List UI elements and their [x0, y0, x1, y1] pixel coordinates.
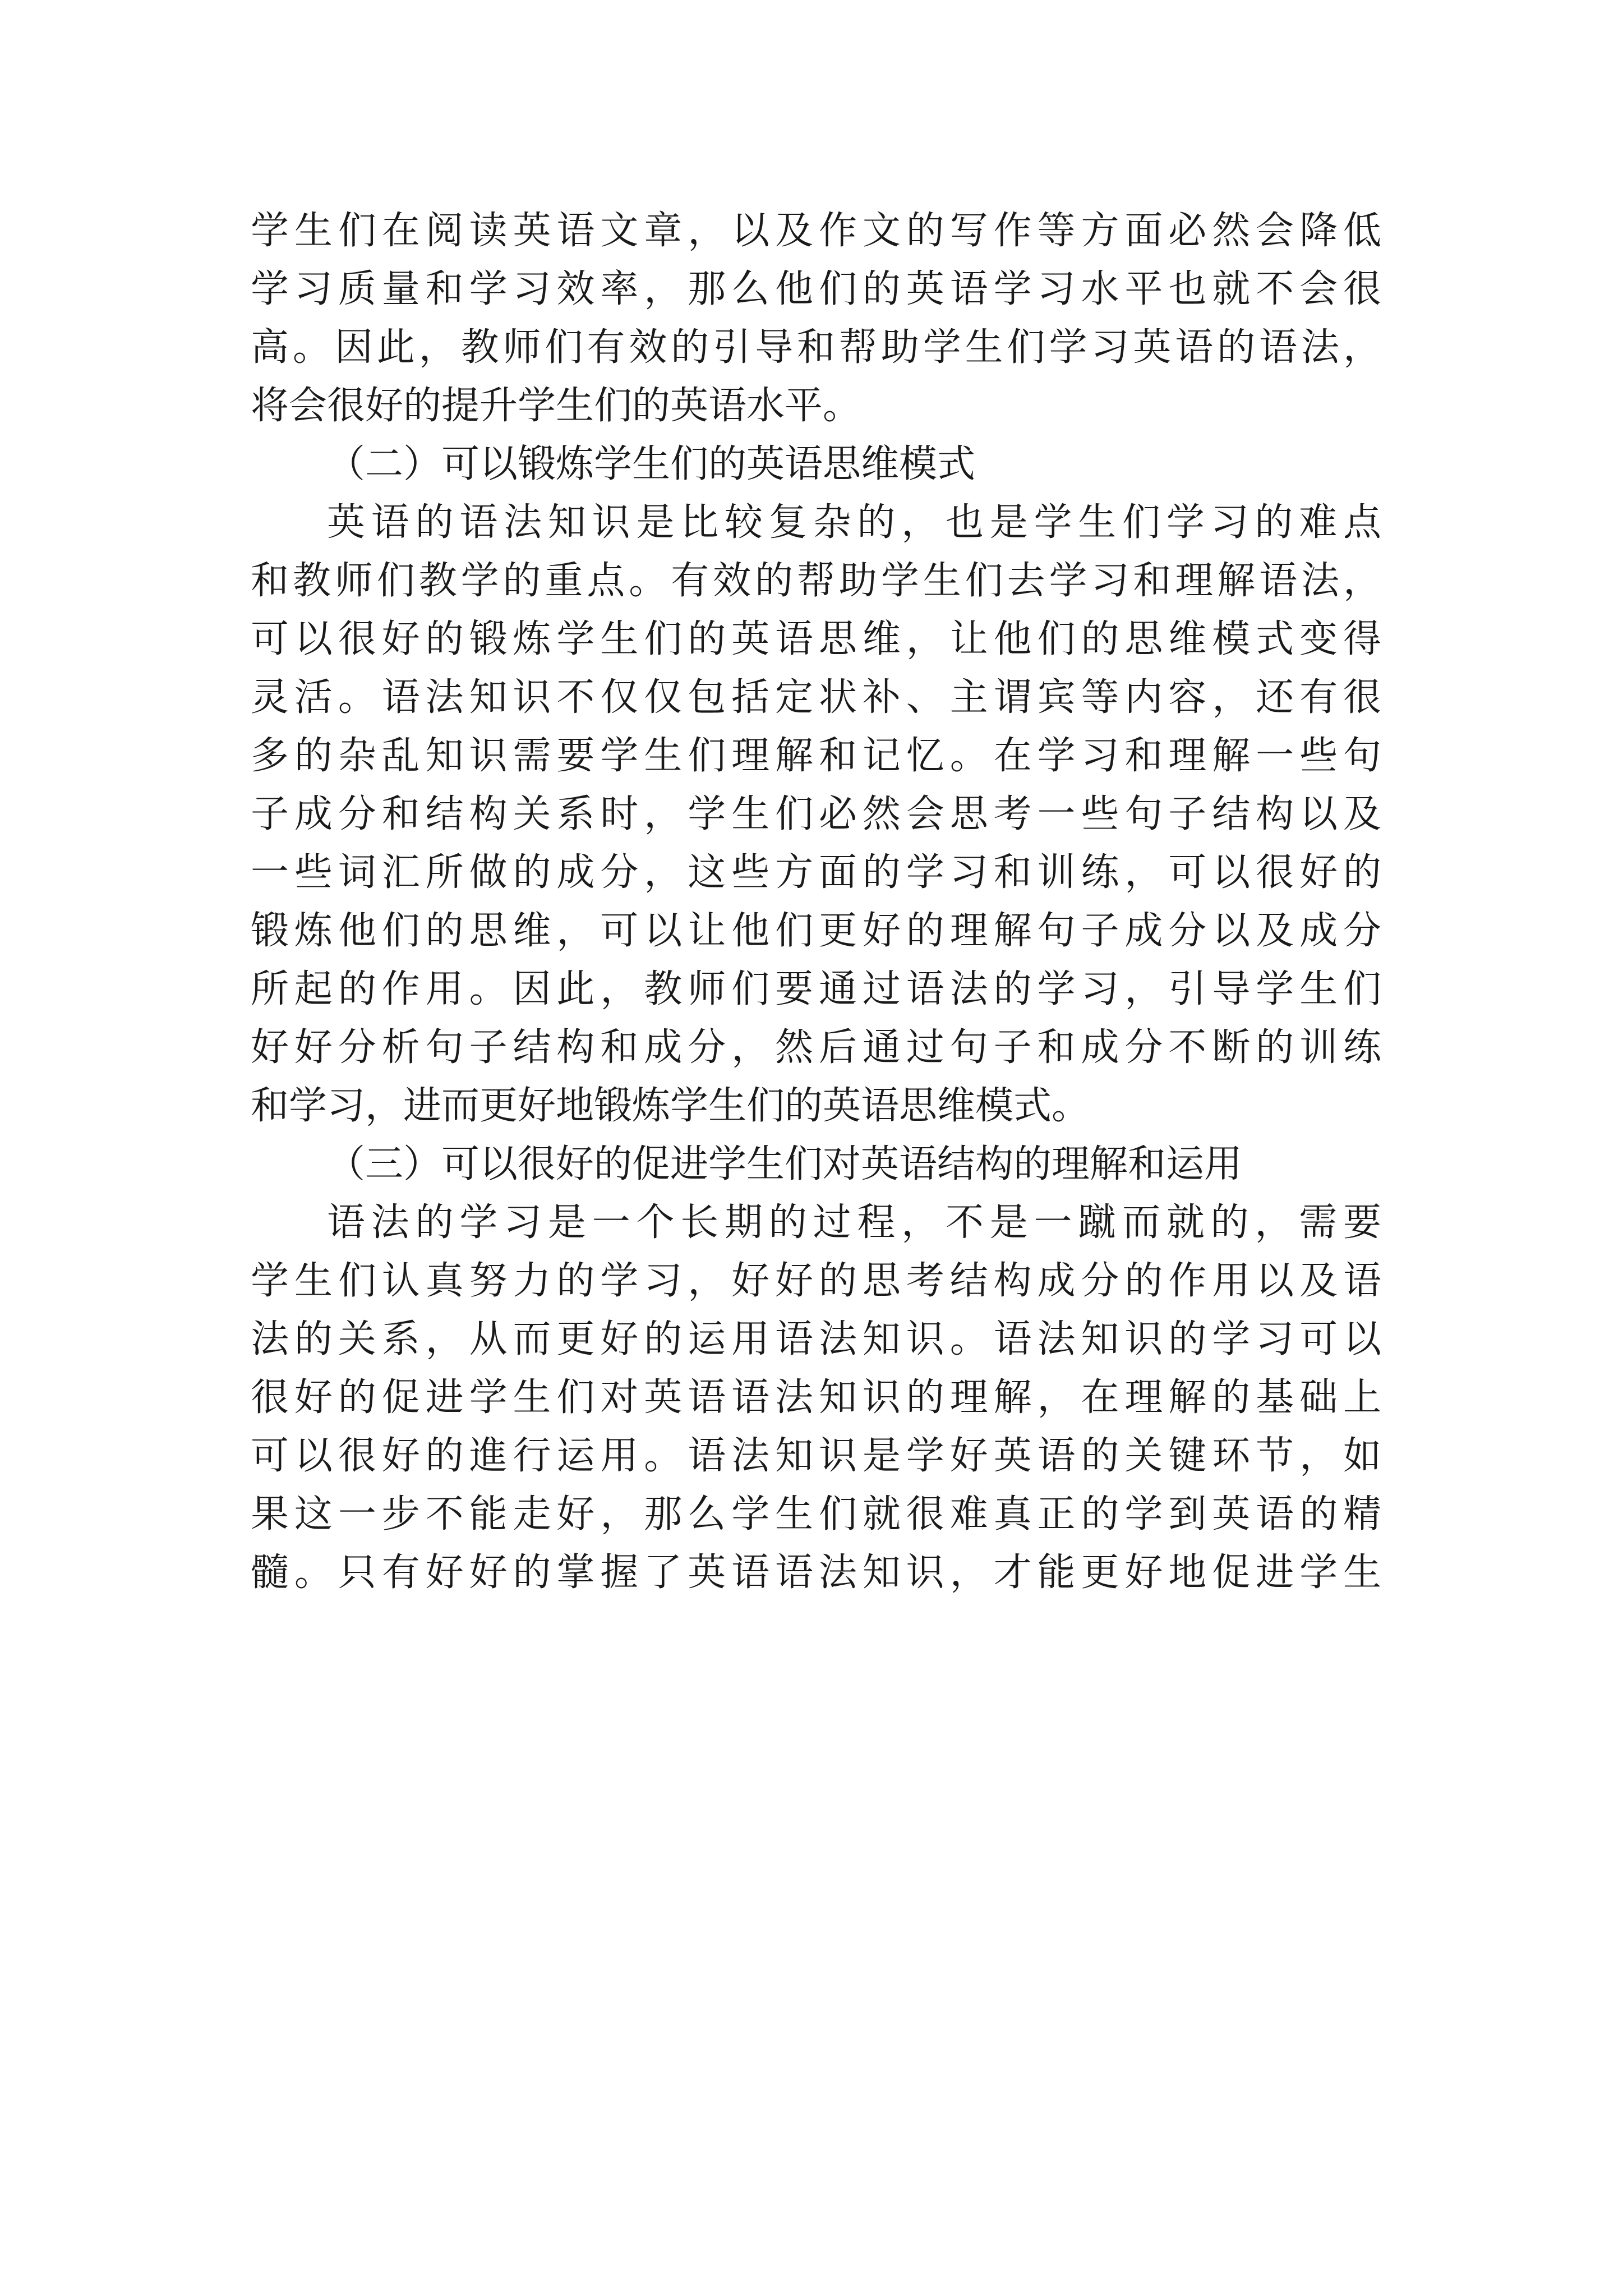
section-heading: （二）可以锻炼学生们的英语思维模式 — [327, 442, 976, 486]
paragraph-line: 高。因此，教师们有效的引导和帮助学生们学习英语的语法， — [251, 325, 1381, 370]
paragraph-line: 所起的作用。因此，教师们要通过语法的学习，引导学生们 — [251, 967, 1381, 1011]
paragraph-line: 锻炼他们的思维，可以让他们更好的理解句子成分以及成分 — [251, 909, 1381, 953]
paragraph-line: 语法的学习是一个长期的过程，不是一蹴而就的，需要 — [327, 1200, 1381, 1245]
paragraph-line: 好好分析句子结构和成分，然后通过句子和成分不断的训练 — [251, 1025, 1381, 1070]
paragraph-line: 学习质量和学习效率，那么他们的英语学习水平也就不会很 — [251, 267, 1381, 311]
paragraph-line: 学生们在阅读英语文章，以及作文的写作等方面必然会降低 — [251, 209, 1381, 253]
section-heading: （三）可以很好的促进学生们对英语结构的理解和运用 — [327, 1142, 1243, 1186]
paragraph-line: 和学习，进而更好地锻炼学生们的英语思维模式。 — [251, 1084, 1090, 1128]
paragraph-line: 可以很好的進行运用。语法知识是学好英语的关键环节，如 — [251, 1434, 1381, 1478]
document-page — [251, 202, 1381, 1602]
paragraph-line: 一些词汇所做的成分，这些方面的学习和训练，可以很好的 — [251, 850, 1381, 895]
paragraph-line: 多的杂乱知识需要学生们理解和记忆。在学习和理解一些句 — [251, 734, 1381, 778]
paragraph-line: 子成分和结构关系时，学生们必然会思考一些句子结构以及 — [251, 792, 1381, 836]
paragraph-line: 髓。只有好好的掌握了英语语法知识，才能更好地促进学生 — [251, 1550, 1381, 1595]
paragraph-line: 法的关系，从而更好的运用语法知识。语法知识的学习可以 — [251, 1317, 1381, 1361]
paragraph-line: 很好的促进学生们对英语语法知识的理解，在理解的基础上 — [251, 1375, 1381, 1420]
paragraph-line: 英语的语法知识是比较复杂的，也是学生们学习的难点 — [327, 500, 1381, 545]
paragraph-line: 学生们认真努力的学习，好好的思考结构成分的作用以及语 — [251, 1259, 1381, 1303]
paragraph-line: 果这一步不能走好，那么学生们就很难真正的学到英语的精 — [251, 1492, 1381, 1536]
paragraph-line: 灵活。语法知识不仅仅包括定状补、主谓宾等内容，还有很 — [251, 675, 1381, 720]
paragraph-line: 将会很好的提升学生们的英语水平。 — [251, 384, 861, 428]
paragraph-line: 和教师们教学的重点。有效的帮助学生们去学习和理解语法， — [251, 559, 1381, 603]
paragraph-line: 可以很好的锻炼学生们的英语思维，让他们的思维模式变得 — [251, 617, 1381, 661]
